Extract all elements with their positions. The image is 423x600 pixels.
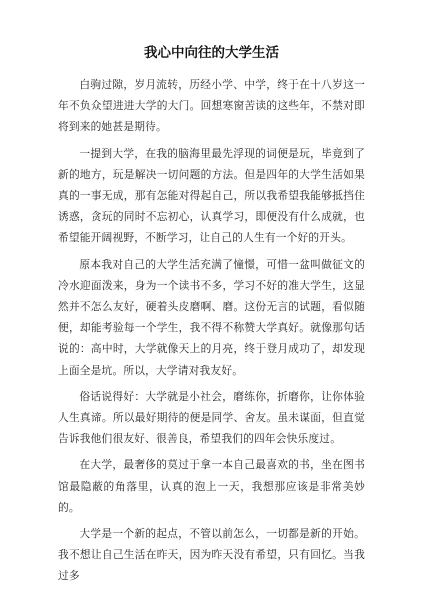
paragraph-5: 在大学，最奢侈的莫过于拿一本自己最喜欢的书，坐在图书馆最隐蔽的角落里，认真的泡上一天，我想那应该是非常美妙的。 [58, 458, 365, 514]
paragraph-6: 大学是一个新的起点，不管以前怎么，一切都是新的开始。我不想让自己生活在昨天，因为昨天没有希望，只有回忆。当我过多 [58, 527, 365, 583]
paragraph-2: 一提到大学，在我的脑海里最先浮现的词便是玩，毕竟到了新的地方，玩是解决一切问题的方法。但是四年的大学生活如果真的一事无成，那有怎能对得起自己，所以我希望我能够抵挡住诱惑，贪玩的同时不忘初心，认真学习，即便没有什么成就，也希望能开阔视野，不断学习，让自己的人生有一个好的开头。 [58, 146, 365, 245]
document-title: 我心中向往的大学生活 [144, 45, 279, 61]
paragraph-4: 俗话说得好：大学就是小社会，磨练你，折磨你，让你体验人生真谛。所以最好期待的便是同学、舍友。虽未谋面，但直觉告诉我他们很友好、很善良，希望我们的四年会快乐度过。 [58, 389, 365, 446]
paragraph-1: 白驹过隙，岁月流转，历经小学、中学，终于在十八岁这一年不负众望进进大学的大门。回想寒窗苦读的这些年，不禁对即将到来的她甚是期待。 [58, 78, 365, 134]
paragraph-3: 原本我对自己的大学生活充满了憧憬，可惜一盆叫做征文的冷水迎面泼来，身为一个读书不多，学习不好的准大学生，这显然并不怎么友好，硬着头皮磨啊、磨。这份无言的试题，看似随便，却能考验每一个学生，我不得不称赞大学真好。就像那句话说的：高中时，大学就像天上的月亮，终于登月成功了，却发现上面全是坑。所以，大学请对我友好。 [58, 257, 365, 377]
